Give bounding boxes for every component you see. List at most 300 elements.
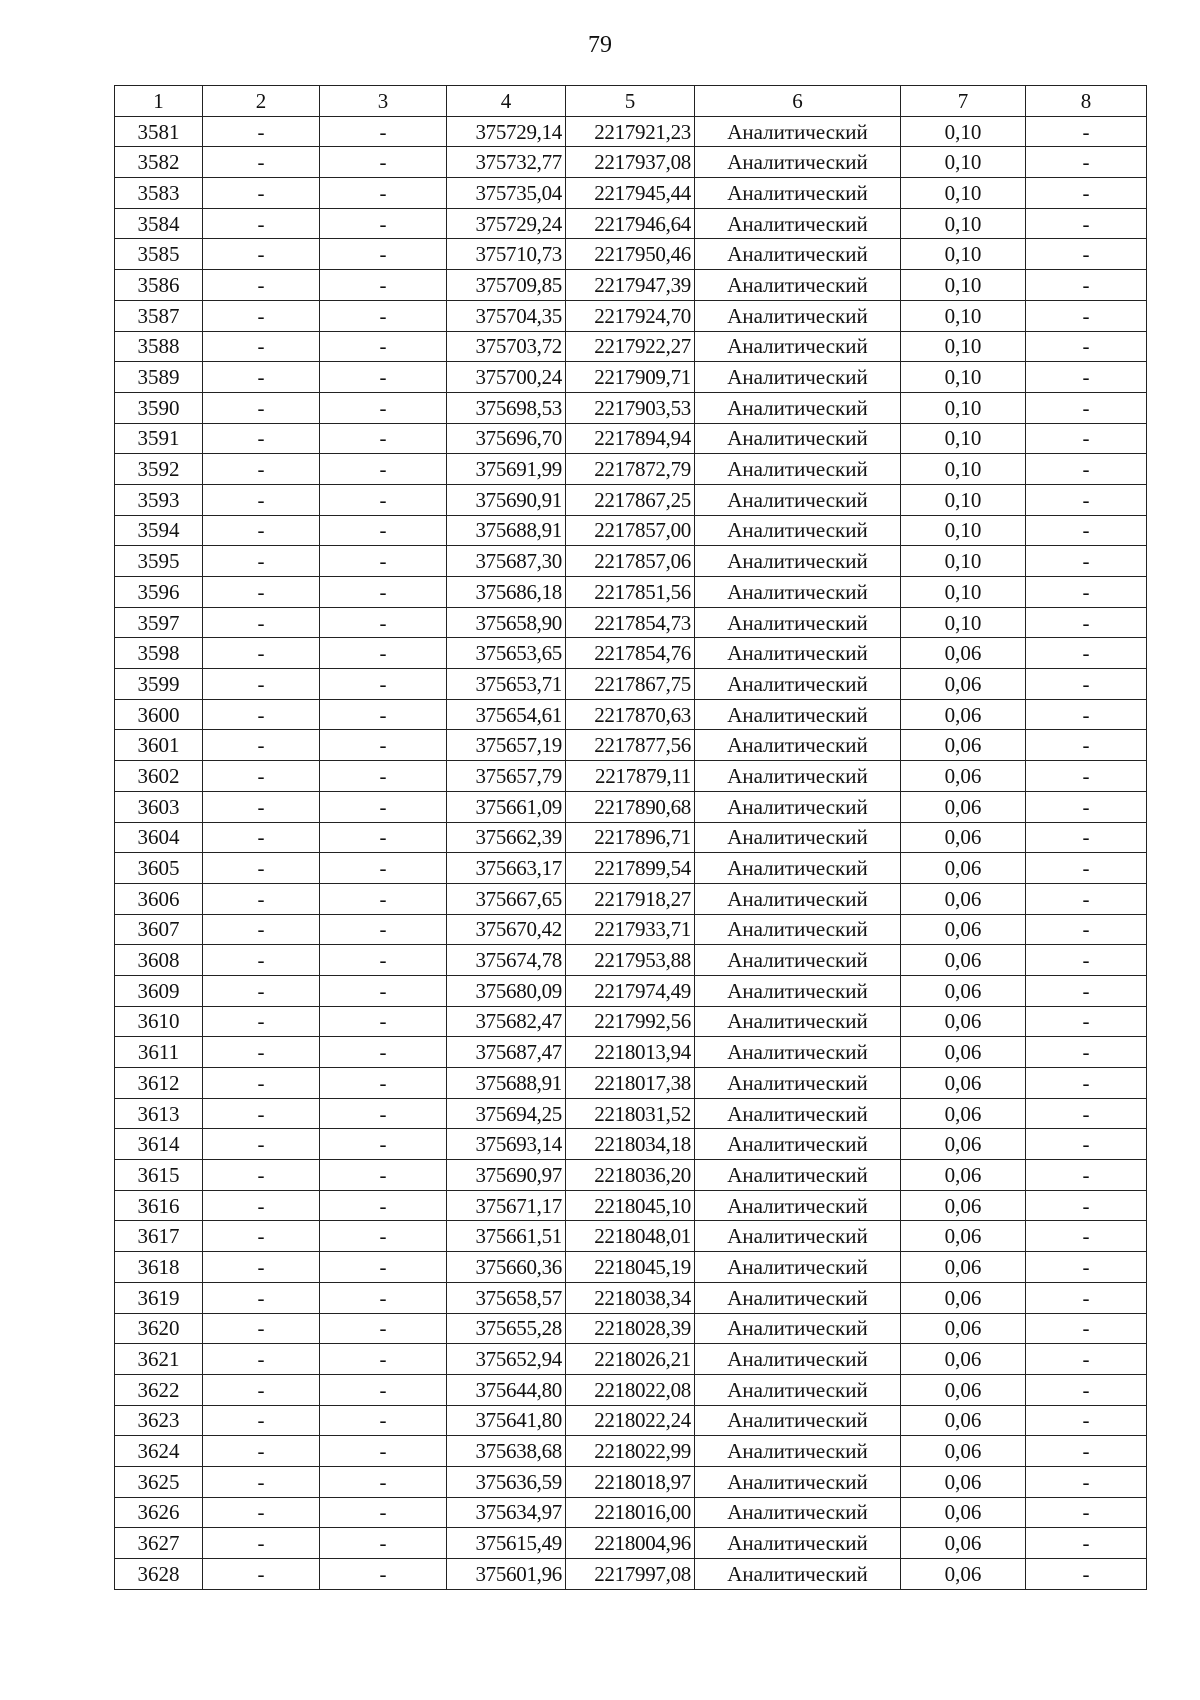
col2-cell: - (203, 638, 320, 669)
column-header: 4 (447, 86, 566, 117)
col8-cell: - (1026, 1559, 1147, 1590)
x-coordinate-cell: 375729,14 (447, 116, 566, 147)
col2-cell: - (203, 300, 320, 331)
point-number-cell: 3599 (115, 669, 203, 700)
point-number-cell: 3613 (115, 1098, 203, 1129)
col8-cell: - (1026, 945, 1147, 976)
accuracy-cell: 0,06 (901, 1252, 1026, 1283)
method-cell: Аналитический (695, 1190, 901, 1221)
y-coordinate-cell: 2217903,53 (566, 392, 695, 423)
col3-cell: - (320, 116, 447, 147)
y-coordinate-cell: 2217899,54 (566, 853, 695, 884)
table-row (115, 423, 1147, 454)
table-row (115, 945, 1147, 976)
table-row (115, 822, 1147, 853)
col2-cell: - (203, 1313, 320, 1344)
col2-cell: - (203, 116, 320, 147)
x-coordinate-cell: 375691,99 (447, 454, 566, 485)
col8-cell: - (1026, 1466, 1147, 1497)
table-header-row (115, 86, 1147, 117)
accuracy-cell: 0,10 (901, 239, 1026, 270)
x-coordinate-cell: 375709,85 (447, 270, 566, 301)
method-cell: Аналитический (695, 761, 901, 792)
col3-cell: - (320, 239, 447, 270)
point-number-cell: 3614 (115, 1129, 203, 1160)
accuracy-cell: 0,06 (901, 914, 1026, 945)
point-number-cell: 3623 (115, 1405, 203, 1436)
table-row (115, 638, 1147, 669)
method-cell: Аналитический (695, 883, 901, 914)
method-cell: Аналитический (695, 607, 901, 638)
col2-cell: - (203, 1098, 320, 1129)
col2-cell: - (203, 423, 320, 454)
table-row (115, 761, 1147, 792)
column-header: 2 (203, 86, 320, 117)
method-cell: Аналитический (695, 577, 901, 608)
table-row (115, 1528, 1147, 1559)
col8-cell: - (1026, 577, 1147, 608)
col3-cell: - (320, 423, 447, 454)
table-row (115, 1037, 1147, 1068)
point-number-cell: 3588 (115, 331, 203, 362)
x-coordinate-cell: 375653,65 (447, 638, 566, 669)
method-cell: Аналитический (695, 546, 901, 577)
point-number-cell: 3602 (115, 761, 203, 792)
x-coordinate-cell: 375703,72 (447, 331, 566, 362)
point-number-cell: 3620 (115, 1313, 203, 1344)
accuracy-cell: 0,06 (901, 1037, 1026, 1068)
table-row (115, 1006, 1147, 1037)
x-coordinate-cell: 375663,17 (447, 853, 566, 884)
col8-cell: - (1026, 1313, 1147, 1344)
col8-cell: - (1026, 362, 1147, 393)
point-number-cell: 3608 (115, 945, 203, 976)
col8-cell: - (1026, 116, 1147, 147)
column-header: 8 (1026, 86, 1147, 117)
accuracy-cell: 0,06 (901, 1098, 1026, 1129)
y-coordinate-cell: 2218017,38 (566, 1068, 695, 1099)
x-coordinate-cell: 375658,57 (447, 1282, 566, 1313)
point-number-cell: 3627 (115, 1528, 203, 1559)
method-cell: Аналитический (695, 791, 901, 822)
col3-cell: - (320, 147, 447, 178)
col3-cell: - (320, 515, 447, 546)
x-coordinate-cell: 375661,09 (447, 791, 566, 822)
col3-cell: - (320, 577, 447, 608)
x-coordinate-cell: 375660,36 (447, 1252, 566, 1283)
method-cell: Аналитический (695, 1129, 901, 1160)
x-coordinate-cell: 375652,94 (447, 1344, 566, 1375)
point-number-cell: 3612 (115, 1068, 203, 1099)
accuracy-cell: 0,10 (901, 208, 1026, 239)
col8-cell: - (1026, 239, 1147, 270)
method-cell: Аналитический (695, 914, 901, 945)
accuracy-cell: 0,10 (901, 362, 1026, 393)
table-row (115, 975, 1147, 1006)
x-coordinate-cell: 375729,24 (447, 208, 566, 239)
table-row (115, 546, 1147, 577)
col8-cell: - (1026, 1374, 1147, 1405)
col3-cell: - (320, 607, 447, 638)
col8-cell: - (1026, 607, 1147, 638)
table-row (115, 883, 1147, 914)
accuracy-cell: 0,06 (901, 1559, 1026, 1590)
y-coordinate-cell: 2217918,27 (566, 883, 695, 914)
col8-cell: - (1026, 147, 1147, 178)
col2-cell: - (203, 270, 320, 301)
x-coordinate-cell: 375671,17 (447, 1190, 566, 1221)
col3-cell: - (320, 1221, 447, 1252)
x-coordinate-cell: 375658,90 (447, 607, 566, 638)
column-header: 7 (901, 86, 1026, 117)
y-coordinate-cell: 2217857,06 (566, 546, 695, 577)
table-row (115, 1068, 1147, 1099)
y-coordinate-cell: 2218034,18 (566, 1129, 695, 1160)
col8-cell: - (1026, 1129, 1147, 1160)
col3-cell: - (320, 1313, 447, 1344)
method-cell: Аналитический (695, 178, 901, 209)
accuracy-cell: 0,06 (901, 1068, 1026, 1099)
table-row (115, 484, 1147, 515)
table-row (115, 362, 1147, 393)
col3-cell: - (320, 208, 447, 239)
col3-cell: - (320, 1252, 447, 1283)
col2-cell: - (203, 1006, 320, 1037)
col3-cell: - (320, 883, 447, 914)
method-cell: Аналитический (695, 1313, 901, 1344)
x-coordinate-cell: 375710,73 (447, 239, 566, 270)
method-cell: Аналитический (695, 822, 901, 853)
y-coordinate-cell: 2217890,68 (566, 791, 695, 822)
column-header: 3 (320, 86, 447, 117)
method-cell: Аналитический (695, 730, 901, 761)
accuracy-cell: 0,06 (901, 1374, 1026, 1405)
point-number-cell: 3582 (115, 147, 203, 178)
method-cell: Аналитический (695, 1252, 901, 1283)
col2-cell: - (203, 1068, 320, 1099)
col2-cell: - (203, 1528, 320, 1559)
table-row (115, 1466, 1147, 1497)
table-row (115, 1374, 1147, 1405)
y-coordinate-cell: 2217870,63 (566, 699, 695, 730)
accuracy-cell: 0,06 (901, 1129, 1026, 1160)
col8-cell: - (1026, 761, 1147, 792)
x-coordinate-cell: 375644,80 (447, 1374, 566, 1405)
x-coordinate-cell: 375682,47 (447, 1006, 566, 1037)
x-coordinate-cell: 375698,53 (447, 392, 566, 423)
col8-cell: - (1026, 822, 1147, 853)
accuracy-cell: 0,06 (901, 1313, 1026, 1344)
col3-cell: - (320, 1405, 447, 1436)
page-number: 79 (588, 32, 612, 58)
method-cell: Аналитический (695, 484, 901, 515)
col2-cell: - (203, 577, 320, 608)
col3-cell: - (320, 730, 447, 761)
col2-cell: - (203, 239, 320, 270)
y-coordinate-cell: 2218045,19 (566, 1252, 695, 1283)
y-coordinate-cell: 2217945,44 (566, 178, 695, 209)
accuracy-cell: 0,06 (901, 1466, 1026, 1497)
col3-cell: - (320, 300, 447, 331)
col8-cell: - (1026, 914, 1147, 945)
col8-cell: - (1026, 1160, 1147, 1191)
col8-cell: - (1026, 1221, 1147, 1252)
col3-cell: - (320, 1528, 447, 1559)
col3-cell: - (320, 822, 447, 853)
col3-cell: - (320, 362, 447, 393)
x-coordinate-cell: 375657,79 (447, 761, 566, 792)
col2-cell: - (203, 178, 320, 209)
col2-cell: - (203, 1252, 320, 1283)
method-cell: Аналитический (695, 270, 901, 301)
col2-cell: - (203, 1129, 320, 1160)
col2-cell: - (203, 914, 320, 945)
col3-cell: - (320, 1098, 447, 1129)
y-coordinate-cell: 2217872,79 (566, 454, 695, 485)
table-row (115, 208, 1147, 239)
accuracy-cell: 0,10 (901, 116, 1026, 147)
table-row (115, 699, 1147, 730)
point-number-cell: 3619 (115, 1282, 203, 1313)
col2-cell: - (203, 484, 320, 515)
method-cell: Аналитический (695, 1374, 901, 1405)
table-row (115, 147, 1147, 178)
x-coordinate-cell: 375655,28 (447, 1313, 566, 1344)
table-row (115, 791, 1147, 822)
col8-cell: - (1026, 1068, 1147, 1099)
point-number-cell: 3595 (115, 546, 203, 577)
point-number-cell: 3600 (115, 699, 203, 730)
col8-cell: - (1026, 515, 1147, 546)
method-cell: Аналитический (695, 945, 901, 976)
col3-cell: - (320, 1068, 447, 1099)
table-row (115, 1313, 1147, 1344)
method-cell: Аналитический (695, 454, 901, 485)
point-number-cell: 3596 (115, 577, 203, 608)
col2-cell: - (203, 546, 320, 577)
y-coordinate-cell: 2218038,34 (566, 1282, 695, 1313)
y-coordinate-cell: 2217879,11 (566, 761, 695, 792)
accuracy-cell: 0,10 (901, 515, 1026, 546)
table-row (115, 116, 1147, 147)
method-cell: Аналитический (695, 239, 901, 270)
col8-cell: - (1026, 1190, 1147, 1221)
accuracy-cell: 0,10 (901, 331, 1026, 362)
table-row (115, 853, 1147, 884)
y-coordinate-cell: 2218004,96 (566, 1528, 695, 1559)
x-coordinate-cell: 375690,97 (447, 1160, 566, 1191)
point-number-cell: 3624 (115, 1436, 203, 1467)
col3-cell: - (320, 1497, 447, 1528)
method-cell: Аналитический (695, 1405, 901, 1436)
col2-cell: - (203, 362, 320, 393)
accuracy-cell: 0,10 (901, 454, 1026, 485)
col8-cell: - (1026, 208, 1147, 239)
accuracy-cell: 0,06 (901, 761, 1026, 792)
x-coordinate-cell: 375700,24 (447, 362, 566, 393)
col8-cell: - (1026, 699, 1147, 730)
method-cell: Аналитический (695, 853, 901, 884)
table-row (115, 1129, 1147, 1160)
col3-cell: - (320, 791, 447, 822)
col8-cell: - (1026, 1282, 1147, 1313)
col2-cell: - (203, 1282, 320, 1313)
table-row (115, 1252, 1147, 1283)
x-coordinate-cell: 375687,30 (447, 546, 566, 577)
point-number-cell: 3621 (115, 1344, 203, 1375)
x-coordinate-cell: 375735,04 (447, 178, 566, 209)
y-coordinate-cell: 2218026,21 (566, 1344, 695, 1375)
y-coordinate-cell: 2218031,52 (566, 1098, 695, 1129)
col3-cell: - (320, 546, 447, 577)
accuracy-cell: 0,06 (901, 1344, 1026, 1375)
method-cell: Аналитический (695, 1037, 901, 1068)
y-coordinate-cell: 2217877,56 (566, 730, 695, 761)
point-number-cell: 3610 (115, 1006, 203, 1037)
table-row (115, 730, 1147, 761)
method-cell: Аналитический (695, 1098, 901, 1129)
y-coordinate-cell: 2217992,56 (566, 1006, 695, 1037)
col2-cell: - (203, 1405, 320, 1436)
col2-cell: - (203, 1466, 320, 1497)
col3-cell: - (320, 1374, 447, 1405)
y-coordinate-cell: 2217974,49 (566, 975, 695, 1006)
table-row (115, 1190, 1147, 1221)
point-number-cell: 3611 (115, 1037, 203, 1068)
table-row (115, 239, 1147, 270)
y-coordinate-cell: 2217867,25 (566, 484, 695, 515)
col8-cell: - (1026, 853, 1147, 884)
column-header: 6 (695, 86, 901, 117)
col2-cell: - (203, 1436, 320, 1467)
point-number-cell: 3586 (115, 270, 203, 301)
point-number-cell: 3625 (115, 1466, 203, 1497)
col8-cell: - (1026, 1252, 1147, 1283)
col8-cell: - (1026, 300, 1147, 331)
accuracy-cell: 0,10 (901, 147, 1026, 178)
col2-cell: - (203, 669, 320, 700)
method-cell: Аналитический (695, 1466, 901, 1497)
table-row (115, 1098, 1147, 1129)
x-coordinate-cell: 375638,68 (447, 1436, 566, 1467)
accuracy-cell: 0,10 (901, 178, 1026, 209)
table-row (115, 270, 1147, 301)
col3-cell: - (320, 178, 447, 209)
col8-cell: - (1026, 1436, 1147, 1467)
accuracy-cell: 0,06 (901, 1436, 1026, 1467)
col2-cell: - (203, 1190, 320, 1221)
point-number-cell: 3616 (115, 1190, 203, 1221)
method-cell: Аналитический (695, 1160, 901, 1191)
table-row (115, 1497, 1147, 1528)
method-cell: Аналитический (695, 362, 901, 393)
x-coordinate-cell: 375653,71 (447, 669, 566, 700)
point-number-cell: 3583 (115, 178, 203, 209)
col8-cell: - (1026, 423, 1147, 454)
col8-cell: - (1026, 1006, 1147, 1037)
x-coordinate-cell: 375732,77 (447, 147, 566, 178)
col2-cell: - (203, 454, 320, 485)
method-cell: Аналитический (695, 699, 901, 730)
y-coordinate-cell: 2218028,39 (566, 1313, 695, 1344)
point-number-cell: 3628 (115, 1559, 203, 1590)
y-coordinate-cell: 2218016,00 (566, 1497, 695, 1528)
x-coordinate-cell: 375601,96 (447, 1559, 566, 1590)
accuracy-cell: 0,10 (901, 577, 1026, 608)
col8-cell: - (1026, 1344, 1147, 1375)
accuracy-cell: 0,06 (901, 791, 1026, 822)
point-number-cell: 3597 (115, 607, 203, 638)
col2-cell: - (203, 791, 320, 822)
col3-cell: - (320, 914, 447, 945)
method-cell: Аналитический (695, 515, 901, 546)
col3-cell: - (320, 975, 447, 1006)
col8-cell: - (1026, 178, 1147, 209)
accuracy-cell: 0,06 (901, 1405, 1026, 1436)
method-cell: Аналитический (695, 1528, 901, 1559)
accuracy-cell: 0,06 (901, 730, 1026, 761)
col3-cell: - (320, 1436, 447, 1467)
accuracy-cell: 0,10 (901, 270, 1026, 301)
y-coordinate-cell: 2217851,56 (566, 577, 695, 608)
col2-cell: - (203, 1221, 320, 1252)
method-cell: Аналитический (695, 208, 901, 239)
method-cell: Аналитический (695, 638, 901, 669)
x-coordinate-cell: 375687,47 (447, 1037, 566, 1068)
col8-cell: - (1026, 1528, 1147, 1559)
point-number-cell: 3603 (115, 791, 203, 822)
point-number-cell: 3626 (115, 1497, 203, 1528)
accuracy-cell: 0,06 (901, 1497, 1026, 1528)
table-row (115, 392, 1147, 423)
method-cell: Аналитический (695, 392, 901, 423)
col8-cell: - (1026, 669, 1147, 700)
accuracy-cell: 0,06 (901, 975, 1026, 1006)
table-row (115, 300, 1147, 331)
col2-cell: - (203, 607, 320, 638)
point-number-cell: 3615 (115, 1160, 203, 1191)
table-row (115, 607, 1147, 638)
y-coordinate-cell: 2218022,99 (566, 1436, 695, 1467)
table-row (115, 1344, 1147, 1375)
table-row (115, 1559, 1147, 1590)
accuracy-cell: 0,10 (901, 546, 1026, 577)
y-coordinate-cell: 2217857,00 (566, 515, 695, 546)
table-row (115, 1160, 1147, 1191)
col3-cell: - (320, 1344, 447, 1375)
x-coordinate-cell: 375680,09 (447, 975, 566, 1006)
accuracy-cell: 0,06 (901, 669, 1026, 700)
col8-cell: - (1026, 1098, 1147, 1129)
x-coordinate-cell: 375690,91 (447, 484, 566, 515)
point-number-cell: 3606 (115, 883, 203, 914)
method-cell: Аналитический (695, 1282, 901, 1313)
table-row (115, 454, 1147, 485)
table-row (115, 577, 1147, 608)
y-coordinate-cell: 2217946,64 (566, 208, 695, 239)
y-coordinate-cell: 2217953,88 (566, 945, 695, 976)
col3-cell: - (320, 761, 447, 792)
table-row (115, 1282, 1147, 1313)
point-number-cell: 3594 (115, 515, 203, 546)
col2-cell: - (203, 392, 320, 423)
method-cell: Аналитический (695, 1559, 901, 1590)
table-body (115, 116, 1147, 1589)
col3-cell: - (320, 1559, 447, 1590)
col8-cell: - (1026, 638, 1147, 669)
accuracy-cell: 0,10 (901, 300, 1026, 331)
col3-cell: - (320, 638, 447, 669)
